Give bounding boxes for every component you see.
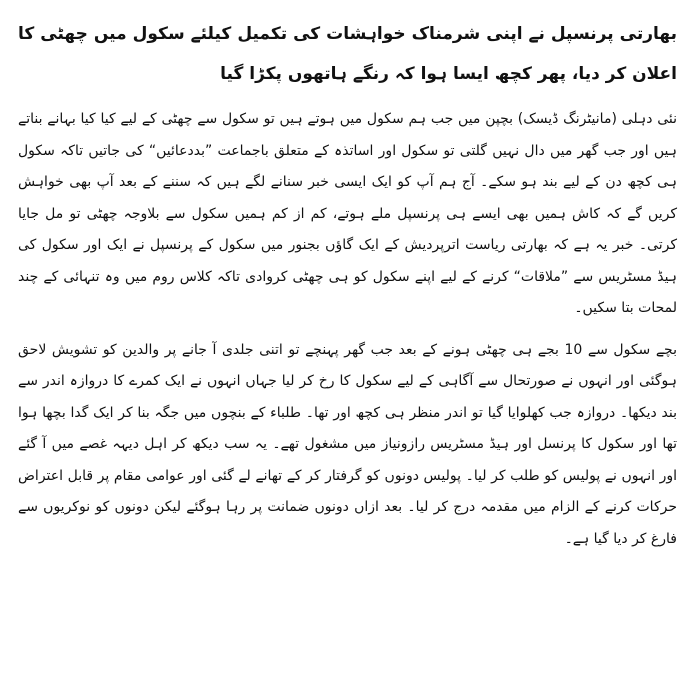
article-headline: بھارتی پرنسپل نے اپنی شرمناک خواہشات کی تکمیل کیلئے سکول میں چھٹی کا اعلان کر دیا، پھر کچھ ایسا ہوا کہ رنگے ہاتھوں پکڑا گیا (18, 24, 677, 84)
article-paragraph-2: بچے سکول سے 10 بجے ہی چھٹی ہونے کے بعد جب گھر پہنچے تو اتنی جلدی آ جانے پر والدین کو تشویش لاحق ہوگئی اور انہوں نے صورتحال سے آگاہی کے لیے سکول کا رخ کر لیا جہاں انہوں نے ایک کمرے کا دروازہ اندر سے بند دیکھا۔ دروازہ جب کھلوایا گیا تو اندر منظر ہی کچھ اور تھا۔ طلباء کے بنچوں میں جگہ بنا کر ایک گدا بچھا ہوا تھا اور سکول کا پرنسل اور ہیڈ مسٹریس رازونیاز میں مشغول تھے۔ یہ سب دیکھ کر اہل دیہہ غصے میں آ گئے اور انہوں نے پولیس کو طلب کر لیا۔ پولیس دونوں کو گرفتار کر کے تھانے لے گئی اور عوامی مقام پر قابل اعتراض حرکات کرنے کے الزام میں مقدمہ درج کر لیا۔ بعد ازاں دونوں ضمانت پر رہا ہوگئے لیکن دونوں کو نوکریوں سے فارغ کر دیا گیا ہے۔ (18, 341, 677, 547)
article-paragraph-1: نئی دہلی (مانیٹرنگ ڈیسک) بچپن میں جب ہم سکول میں ہوتے ہیں تو سکول سے چھٹی کے لیے کیا کیا بہانے بناتے ہیں اور جب گھر میں دال نہیں گلتی تو سکول اور اساتذہ کے متعلق باجماعت ”بددعائیں“ کی جاتیں تاکہ سکول ہی کچھ دن کے لیے بند ہو سکے۔ آج ہم آپ کو ایک ایسی خبر سنانے لگے ہیں کہ سننے کے بعد آپ بھی خواہش کریں گے کہ کاش ہمیں بھی ایسے ہی پرنسپل ملے ہوتے، کم از کم ہمیں سکول سے بلاوجہ چھٹی تو مل جایا کرتی۔ خبر یہ ہے کہ بھارتی ریاست اترپردیش کے ایک گاؤں بجنور میں سکول کے پرنسپل نے ایک اور سکول کی ہیڈ مسٹریس سے ”ملاقات“ کرنے کے لیے اپنے سکول کو ہی چھٹی کروادی تاکہ کلاس روم میں وہ تنہائی کے چند لمحات بتا سکیں۔ (18, 111, 677, 316)
